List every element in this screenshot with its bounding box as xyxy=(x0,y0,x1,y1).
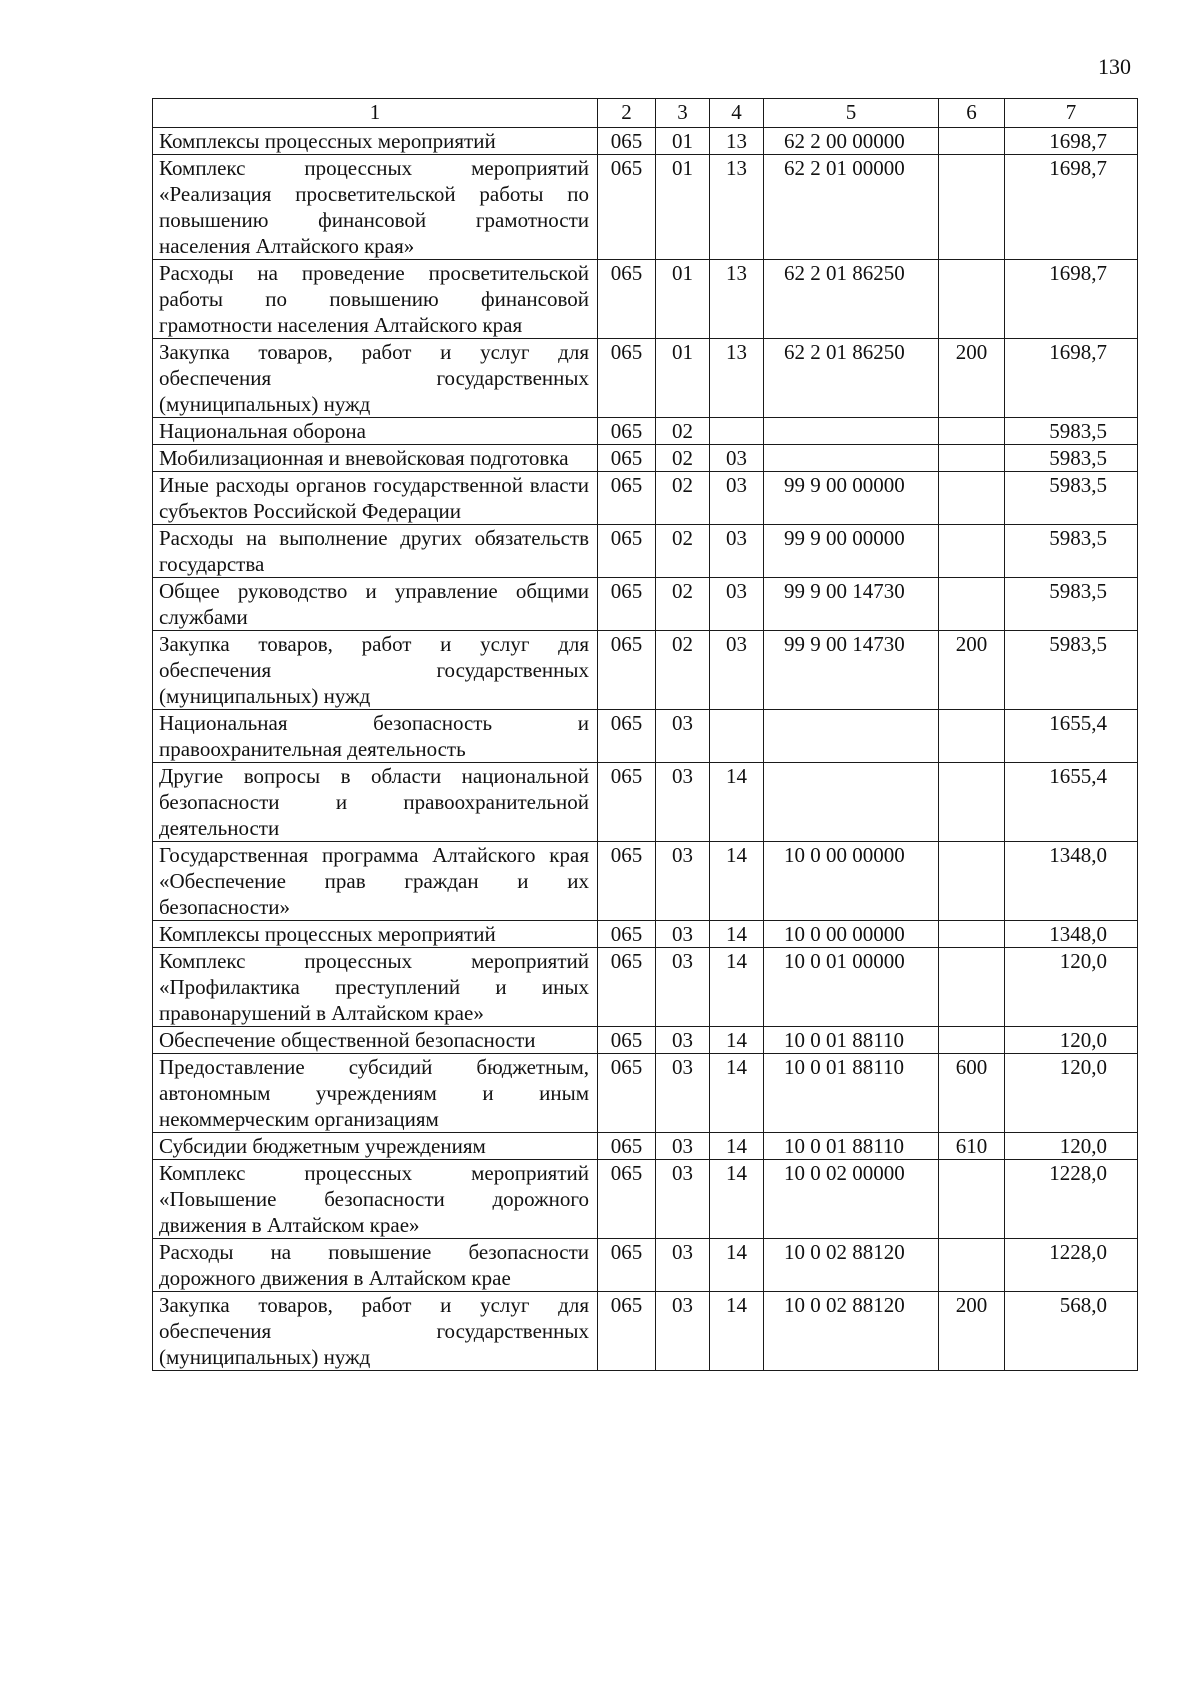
amount-cell: 1655,4 xyxy=(1005,710,1138,763)
section-code-cell: 02 xyxy=(656,472,710,525)
amount-cell: 1698,7 xyxy=(1005,128,1138,155)
header-col-5: 5 xyxy=(764,99,939,128)
subsection-code-cell: 03 xyxy=(710,472,764,525)
expense-name-cell: Предоставление субсидий бюджетным, автономным учреждениям и иным некоммерческим организациям xyxy=(153,1054,598,1133)
target-article-cell: 99 9 00 00000 xyxy=(764,472,939,525)
section-code-cell: 02 xyxy=(656,578,710,631)
admin-code-cell: 065 xyxy=(598,763,656,842)
expense-type-cell xyxy=(939,921,1005,948)
subsection-code-cell: 13 xyxy=(710,260,764,339)
subsection-code-cell: 14 xyxy=(710,921,764,948)
subsection-code-cell: 14 xyxy=(710,948,764,1027)
subsection-code-cell: 03 xyxy=(710,631,764,710)
target-article-cell xyxy=(764,710,939,763)
expense-name-cell: Закупка товаров, работ и услуг для обеспечения государственных (муниципальных) нужд xyxy=(153,631,598,710)
expense-name-cell: Расходы на выполнение других обязательств государства xyxy=(153,525,598,578)
budget-table xyxy=(152,98,1138,1371)
subsection-code-cell: 14 xyxy=(710,842,764,921)
subsection-code-cell: 14 xyxy=(710,763,764,842)
section-code-cell: 01 xyxy=(656,155,710,260)
subsection-code-cell: 03 xyxy=(710,445,764,472)
subsection-code-cell xyxy=(710,418,764,445)
expense-type-cell xyxy=(939,710,1005,763)
subsection-code-cell: 14 xyxy=(710,1027,764,1054)
expense-name-cell: Обеспечение общественной безопасности xyxy=(153,1027,598,1054)
table-row xyxy=(153,1292,1138,1371)
subsection-code-cell: 03 xyxy=(710,578,764,631)
amount-cell: 5983,5 xyxy=(1005,445,1138,472)
amount-cell: 568,0 xyxy=(1005,1292,1138,1371)
section-code-cell: 01 xyxy=(656,260,710,339)
expense-name-cell: Государственная программа Алтайского края «Обеспечение прав граждан и их безопасности» xyxy=(153,842,598,921)
table-row xyxy=(153,525,1138,578)
subsection-code-cell: 14 xyxy=(710,1160,764,1239)
expense-name-cell: Закупка товаров, работ и услуг для обеспечения государственных (муниципальных) нужд xyxy=(153,1292,598,1371)
expense-name-cell: Иные расходы органов государственной власти субъектов Российской Федерации xyxy=(153,472,598,525)
header-col-6: 6 xyxy=(939,99,1005,128)
admin-code-cell: 065 xyxy=(598,578,656,631)
table-row xyxy=(153,260,1138,339)
table-row xyxy=(153,631,1138,710)
admin-code-cell: 065 xyxy=(598,128,656,155)
subsection-code-cell: 14 xyxy=(710,1239,764,1292)
admin-code-cell: 065 xyxy=(598,472,656,525)
admin-code-cell: 065 xyxy=(598,631,656,710)
section-code-cell: 03 xyxy=(656,1292,710,1371)
admin-code-cell: 065 xyxy=(598,1292,656,1371)
table-row xyxy=(153,445,1138,472)
section-code-cell: 03 xyxy=(656,842,710,921)
section-code-cell: 01 xyxy=(656,128,710,155)
admin-code-cell: 065 xyxy=(598,921,656,948)
table-row xyxy=(153,1054,1138,1133)
amount-cell: 1228,0 xyxy=(1005,1239,1138,1292)
section-code-cell: 02 xyxy=(656,445,710,472)
target-article-cell: 10 0 02 88120 xyxy=(764,1239,939,1292)
subsection-code-cell: 14 xyxy=(710,1133,764,1160)
expense-name-cell: Комплекс процессных мероприятий «Реализация просветительской работы по повышению финансовой грамотности населения Алтайского края» xyxy=(153,155,598,260)
amount-cell: 1228,0 xyxy=(1005,1160,1138,1239)
admin-code-cell: 065 xyxy=(598,1133,656,1160)
expense-name-cell: Комплекс процессных мероприятий «Повышение безопасности дорожного движения в Алтайском крае» xyxy=(153,1160,598,1239)
table-row xyxy=(153,1027,1138,1054)
table-row xyxy=(153,1133,1138,1160)
expense-name-cell: Расходы на проведение просветительской работы по повышению финансовой грамотности населения Алтайского края xyxy=(153,260,598,339)
target-article-cell: 10 0 02 00000 xyxy=(764,1160,939,1239)
subsection-code-cell: 13 xyxy=(710,155,764,260)
target-article-cell: 10 0 01 88110 xyxy=(764,1133,939,1160)
section-code-cell: 02 xyxy=(656,525,710,578)
target-article-cell: 99 9 00 14730 xyxy=(764,631,939,710)
admin-code-cell: 065 xyxy=(598,260,656,339)
amount-cell: 1698,7 xyxy=(1005,260,1138,339)
section-code-cell: 02 xyxy=(656,631,710,710)
header-col-2: 2 xyxy=(598,99,656,128)
amount-cell: 1698,7 xyxy=(1005,339,1138,418)
subsection-code-cell: 03 xyxy=(710,525,764,578)
target-article-cell: 10 0 02 88120 xyxy=(764,1292,939,1371)
target-article-cell: 10 0 01 88110 xyxy=(764,1027,939,1054)
table-body xyxy=(153,128,1138,1371)
expense-type-cell xyxy=(939,260,1005,339)
amount-cell: 1348,0 xyxy=(1005,921,1138,948)
table-row xyxy=(153,128,1138,155)
expense-type-cell xyxy=(939,472,1005,525)
section-code-cell: 03 xyxy=(656,1133,710,1160)
subsection-code-cell: 14 xyxy=(710,1054,764,1133)
section-code-cell: 03 xyxy=(656,1054,710,1133)
expense-type-cell xyxy=(939,578,1005,631)
amount-cell: 1348,0 xyxy=(1005,842,1138,921)
expense-name-cell: Комплексы процессных мероприятий xyxy=(153,128,598,155)
amount-cell: 120,0 xyxy=(1005,1133,1138,1160)
expense-name-cell: Закупка товаров, работ и услуг для обеспечения государственных (муниципальных) нужд xyxy=(153,339,598,418)
target-article-cell: 62 2 01 86250 xyxy=(764,339,939,418)
target-article-cell: 10 0 00 00000 xyxy=(764,921,939,948)
expense-type-cell xyxy=(939,525,1005,578)
table-row xyxy=(153,472,1138,525)
amount-cell: 5983,5 xyxy=(1005,631,1138,710)
table-row xyxy=(153,1160,1138,1239)
target-article-cell xyxy=(764,763,939,842)
header-col-7: 7 xyxy=(1005,99,1138,128)
subsection-code-cell: 14 xyxy=(710,1292,764,1371)
admin-code-cell: 065 xyxy=(598,1054,656,1133)
section-code-cell: 03 xyxy=(656,710,710,763)
target-article-cell: 62 2 01 00000 xyxy=(764,155,939,260)
target-article-cell: 10 0 01 00000 xyxy=(764,948,939,1027)
target-article-cell: 99 9 00 00000 xyxy=(764,525,939,578)
target-article-cell: 62 2 00 00000 xyxy=(764,128,939,155)
section-code-cell: 03 xyxy=(656,921,710,948)
subsection-code-cell xyxy=(710,710,764,763)
target-article-cell: 10 0 00 00000 xyxy=(764,842,939,921)
expense-type-cell xyxy=(939,763,1005,842)
amount-cell: 120,0 xyxy=(1005,948,1138,1027)
amount-cell: 1698,7 xyxy=(1005,155,1138,260)
section-code-cell: 01 xyxy=(656,339,710,418)
amount-cell: 5983,5 xyxy=(1005,578,1138,631)
page-number: 130 xyxy=(1098,54,1131,79)
section-code-cell: 03 xyxy=(656,948,710,1027)
expense-type-cell xyxy=(939,1027,1005,1054)
expense-name-cell: Комплекс процессных мероприятий «Профилактика преступлений и иных правонарушений в Алтайском крае» xyxy=(153,948,598,1027)
table-row xyxy=(153,921,1138,948)
table-header-row xyxy=(153,99,1138,128)
expense-type-cell xyxy=(939,445,1005,472)
expense-name-cell: Национальная оборона xyxy=(153,418,598,445)
expense-type-cell: 200 xyxy=(939,1292,1005,1371)
target-article-cell: 62 2 01 86250 xyxy=(764,260,939,339)
table-row xyxy=(153,578,1138,631)
admin-code-cell: 065 xyxy=(598,1027,656,1054)
amount-cell: 5983,5 xyxy=(1005,472,1138,525)
section-code-cell: 03 xyxy=(656,1239,710,1292)
expense-name-cell: Национальная безопасность и правоохранительная деятельность xyxy=(153,710,598,763)
header-col-3: 3 xyxy=(656,99,710,128)
table-row xyxy=(153,339,1138,418)
admin-code-cell: 065 xyxy=(598,445,656,472)
expense-type-cell xyxy=(939,155,1005,260)
admin-code-cell: 065 xyxy=(598,155,656,260)
expense-type-cell xyxy=(939,128,1005,155)
admin-code-cell: 065 xyxy=(598,1160,656,1239)
admin-code-cell: 065 xyxy=(598,339,656,418)
table-row xyxy=(153,948,1138,1027)
expense-name-cell: Общее руководство и управление общими службами xyxy=(153,578,598,631)
target-article-cell: 10 0 01 88110 xyxy=(764,1054,939,1133)
expense-name-cell: Комплексы процессных мероприятий xyxy=(153,921,598,948)
header-col-4: 4 xyxy=(710,99,764,128)
expense-type-cell xyxy=(939,418,1005,445)
table-row xyxy=(153,842,1138,921)
amount-cell: 5983,5 xyxy=(1005,418,1138,445)
table-row xyxy=(153,1239,1138,1292)
expense-type-cell xyxy=(939,1239,1005,1292)
expense-name-cell: Другие вопросы в области национальной безопасности и правоохранительной деятельности xyxy=(153,763,598,842)
admin-code-cell: 065 xyxy=(598,1239,656,1292)
subsection-code-cell: 13 xyxy=(710,128,764,155)
expense-type-cell xyxy=(939,1160,1005,1239)
amount-cell: 1655,4 xyxy=(1005,763,1138,842)
section-code-cell: 03 xyxy=(656,1027,710,1054)
admin-code-cell: 065 xyxy=(598,842,656,921)
table-row xyxy=(153,763,1138,842)
header-col-1: 1 xyxy=(153,99,598,128)
expense-type-cell xyxy=(939,842,1005,921)
section-code-cell: 03 xyxy=(656,763,710,842)
expense-type-cell: 600 xyxy=(939,1054,1005,1133)
section-code-cell: 03 xyxy=(656,1160,710,1239)
expense-name-cell: Субсидии бюджетным учреждениям xyxy=(153,1133,598,1160)
amount-cell: 120,0 xyxy=(1005,1054,1138,1133)
amount-cell: 120,0 xyxy=(1005,1027,1138,1054)
expense-type-cell: 610 xyxy=(939,1133,1005,1160)
expense-type-cell xyxy=(939,948,1005,1027)
section-code-cell: 02 xyxy=(656,418,710,445)
expense-name-cell: Мобилизационная и вневойсковая подготовка xyxy=(153,445,598,472)
amount-cell: 5983,5 xyxy=(1005,525,1138,578)
table-row xyxy=(153,155,1138,260)
target-article-cell xyxy=(764,418,939,445)
admin-code-cell: 065 xyxy=(598,525,656,578)
target-article-cell xyxy=(764,445,939,472)
expense-type-cell: 200 xyxy=(939,631,1005,710)
expense-type-cell: 200 xyxy=(939,339,1005,418)
expense-name-cell: Расходы на повышение безопасности дорожного движения в Алтайском крае xyxy=(153,1239,598,1292)
subsection-code-cell: 13 xyxy=(710,339,764,418)
admin-code-cell: 065 xyxy=(598,948,656,1027)
table-row xyxy=(153,418,1138,445)
table-row xyxy=(153,710,1138,763)
admin-code-cell: 065 xyxy=(598,710,656,763)
admin-code-cell: 065 xyxy=(598,418,656,445)
target-article-cell: 99 9 00 14730 xyxy=(764,578,939,631)
